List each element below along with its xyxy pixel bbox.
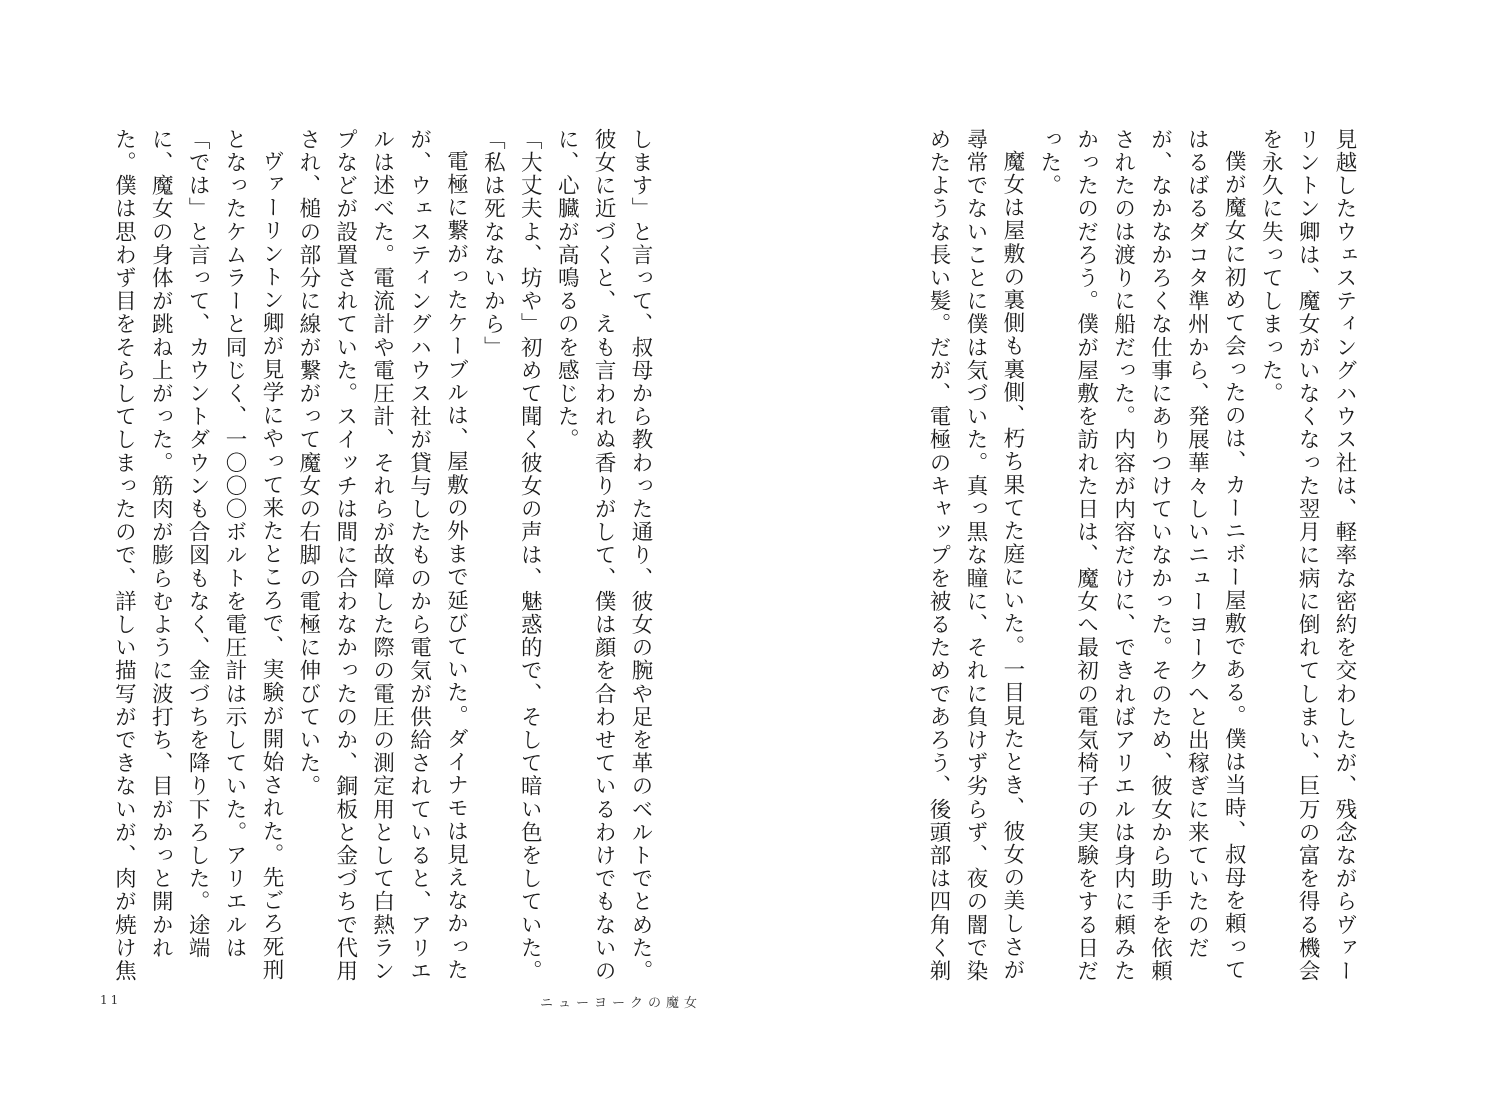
paragraph: 電極に繋がったケーブルは、屋敷の外まで延びていた。ダイナモは見えなかったが、ウェスティングハウス社が貸与したものから電気が供給されていると、アリエルは述べた。電流計や電圧計、それらが故障した際の電圧の測定用として白熱ランプなどが設置されていた。スイッチは間に合わなかったのか、銅板と金づちで代用され、槌の部分に線が繋がって魔女の右脚の電極に伸びていた。 [295,128,469,983]
paragraph: 見越したウェスティングハウス社は、軽率な密約を交わしたが、残念ながらヴァーリントン卿は、魔女がいなくなった翌月に病に倒れてしまい、巨万の富を得る機会を永久に失ってしまった。 [1258,128,1357,983]
right-page [750,0,1500,1102]
running-head: ニューヨークの魔女 [540,996,703,1011]
page-number: 11 [100,993,122,1007]
dialogue: 「大丈夫よ、坊や」初めて聞く彼女の声は、魅惑的で、そして暗い色をしていた。「私は死なないから」 [480,128,543,983]
right-page-body [922,128,1362,986]
paragraph: します」と言って、叔母から教わった通り、彼女の腕や足を革のベルトでとめた。彼女に近づくと、えも言われぬ香りがして、僕は顔を合わせているわけでもないのに、心臓が高鳴るのを感じた。 [554,128,653,983]
paragraph: 魔女は屋敷の裏側も裏側、朽ち果てた庭にいた。一目見たとき、彼女の美しさが尋常でないことに僕は気づいた。真っ黒な瞳に、それに負けず劣らず、夜の闇で染めたような長い髪。だが、電極のキャップを被るためであろう、後頭部は四角く剃 [926,128,1025,983]
paragraph: ヴァーリントン卿が見学にやって来たところで、実験が開始された。先ごろ死刑となったケムラーと同じく、一〇〇〇ボルトを電圧計は示していた。アリエルは「では」と言って、カウントダウンも合図もなく、金づちを降り下ろした。途端に、魔女の身体が跳ね上がった。筋肉が膨らむように波打ち、目がかっと開かれた。僕は思わず目をそらしてしまったので、詳しい描写ができないが、肉が焼け焦 [111,128,284,983]
paragraph: 僕が魔女に初めて会ったのは、カーニボー屋敷である。僕は当時、叔母を頼ってはるばるダコタ準州から、発展華々しいニューヨークへと出稼ぎに来ていたのだが、なかなかろくな仕事にありつけていなかった。そのため、彼女から助手を依頼されたのは渡りに船だった。内容が内容だけに、できればアリエルは身内に頼みたかったのだろう。僕が屋敷を訪れた日は、魔女へ最初の電気椅子の実験をする日だった。 [1036,128,1247,983]
left-page-body [100,128,658,986]
